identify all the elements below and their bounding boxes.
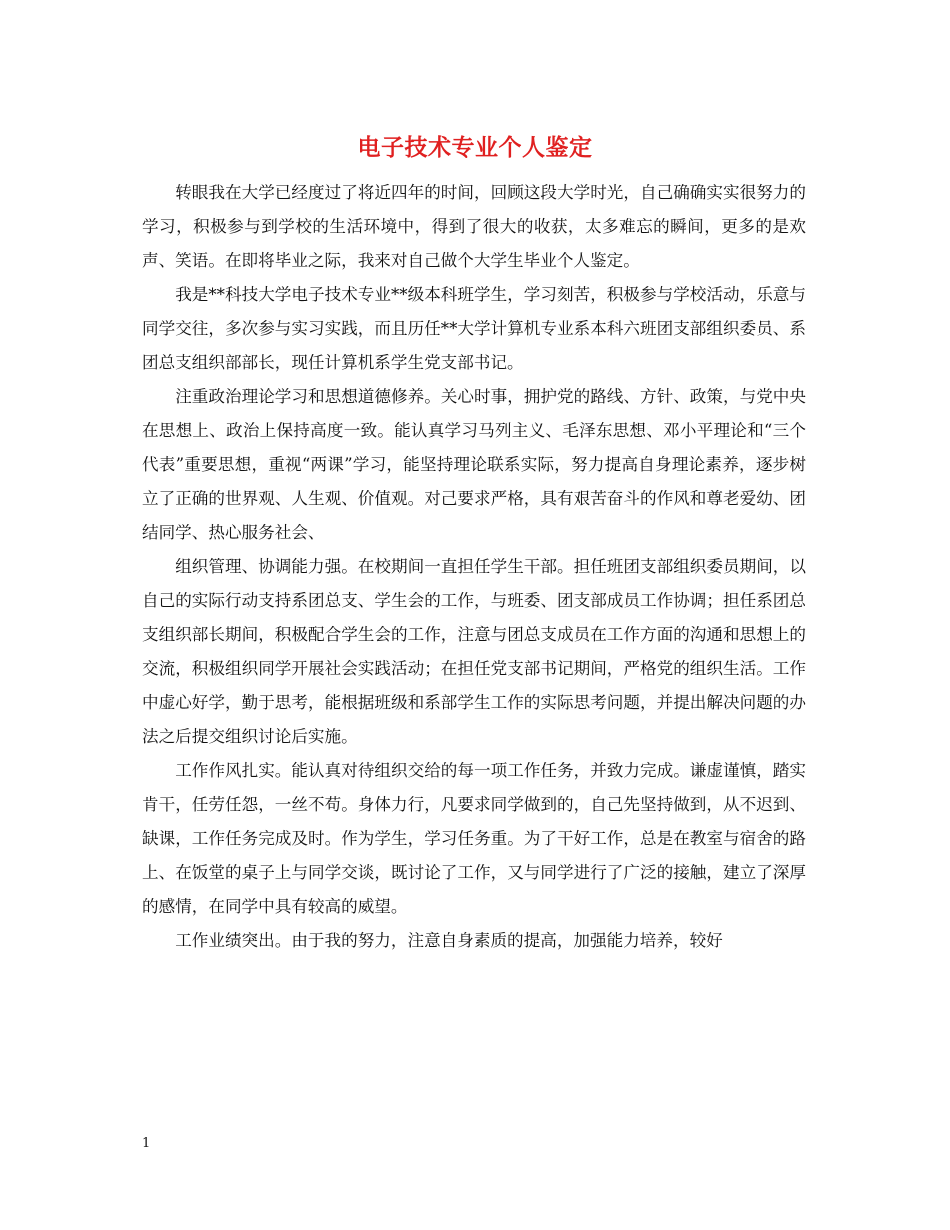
paragraph-3: 注重政治理论学习和思想道德修养。关心时事，拥护党的路线、方针、政策，与党中央在思想上、政治上保持高度一致。能认真学习马列主义、毛泽东思想、邓小平理论和“三个代表”重要思想，重视“两课”学习，能坚持理论联系实际，努力提高自身理论素养，逐步树立了正确的世界观、人生观、价值观。对己要求严格，具有艰苦奋斗的作风和尊老爱幼、团结同学、热心服务社会、 <box>142 387 806 542</box>
paragraph-2: 我是**科技大学电子技术专业**级本科班学生，学习刻苦，积极参与学校活动，乐意与同学交往，多次参与实习实践，而且历任**大学计算机专业系本科六班团支部组织委员、系团总支组织部部长，现任计算机系学生党支部书记。 <box>142 285 806 372</box>
paragraph-1: 转眼我在大学已经度过了将近四年的时间，回顾这段大学时光，自己确确实实很努力的学习，积极参与到学校的生活环境中，得到了很大的收获，太多难忘的瞬间，更多的是欢声、笑语。在即将毕业之际，我来对自己做个大学生毕业个人鉴定。 <box>142 183 806 270</box>
document-title: 电子技术专业个人鉴定 <box>357 134 593 161</box>
paragraph-4: 组织管理、协调能力强。在校期间一直担任学生干部。担任班团支部组织委员期间，以自己的实际行动支持系团总支、学生会的工作，与班委、团支部成员工作协调；担任系团总支组织部长期间，积极配合学生会的工作，注意与团总支成员在工作方面的沟通和思想上的交流，积极组织同学开展社会实践活动；在担任党支部书记期间，严格党的组织生活。工作中虚心好学，勤于思考，能根据班级和系部学生工作的实际思考问题，并提出解决问题的办法之后提交组织讨论后实施。 <box>142 557 806 746</box>
paragraph-6: 工作业绩突出。由于我的努力，注意自身素质的提高，加强能力培养，较好 <box>175 931 723 950</box>
paragraph-5: 工作作风扎实。能认真对待组织交给的每一项工作任务，并致力完成。谦虚谨慎，踏实肯干，任劳任怨，一丝不苟。身体力行，凡要求同学做到的，自己先坚持做到，从不迟到、缺课，工作任务完成及时。作为学生，学习任务重。为了干好工作，总是在教室与宿舍的路上、在饭堂的桌子上与同学交谈，既讨论了工作，又与同学进行了广泛的接触，建立了深厚的感情，在同学中具有较高的威望。 <box>142 761 806 916</box>
document-body <box>142 176 806 958</box>
page-number: 1 <box>142 1136 151 1151</box>
